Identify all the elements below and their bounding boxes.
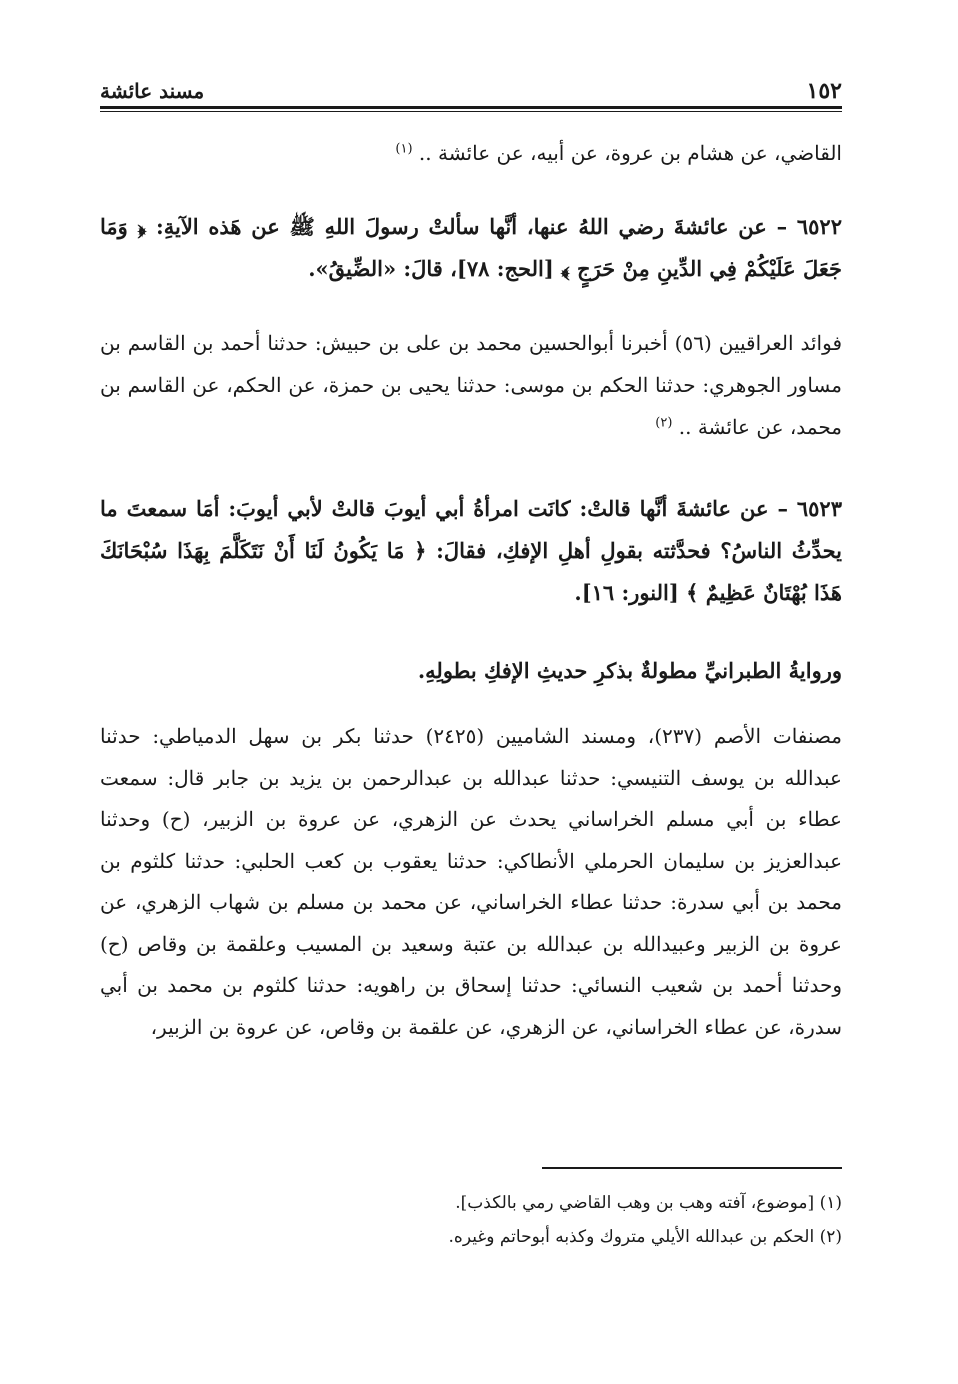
book-title: مسند عائشة [100,79,205,103]
tabarani-note: وروايةُ الطبرانيِّ مطولةٌ بذكرِ حديثِ الإفكِ بطولِهِ. [417,658,842,683]
header-rule-thick [100,106,842,109]
footnote-1: (١) [موضوع، آفته وهب بن وهب القاضي رمي بالكذب]. [455,1193,842,1213]
hadith-6523: ٦٥٢٣ – عن عائشةَ أنَّها قالتْ: كانَت امرأةُ أبي أيوبَ قالتْ لأبي أيوبَ: أمَا سمعتَ ما يحدِّثُ الناسُ؟ فحدَّثته بقولِ أهلِ الإفكِ، فقالَ: ﴿ مَا يَكُونُ لَنَا أَنْ نَتَكَلَّمَ بِهَذَا سُبْحَانَكَ هَذَا بُهْتَانٌ عَظِيمٌ ﴾ [النور: ١٦]. [100,496,842,605]
source-paragraph-2 [100,322,842,448]
hadith-6522: ٦٥٢٢ – عن عائشةَ رضي اللهُ عنها، أنَّها سألتْ رسولَ اللهِ ﷺ عن هَذه الآيةِ: ﴿ وَمَا جَعَلَ عَلَيْكُمْ فِي الدِّينِ مِنْ حَرَجٍ ﴾ [الحج: ٧٨]، قالَ: «الضِّيقُ». [100,214,842,281]
header-rule-thin [100,111,842,112]
page-header [100,74,842,108]
source-paragraph-1 [100,132,842,174]
footnote-ref-1: (١) [395,141,413,157]
source-text-2: فوائد العراقيين (٥٦) أخبرنا أبوالحسين محمد بن على بن حبيش: حدثنا أحمد بن القاسم بن مساور الجوهري: حدثنا الحكم بن موسى: حدثنا يحيى بن حمزة، عن الحكم، عن القاسم بن محمد، عن عائشة .. [100,331,842,439]
source-paragraph-3: مصنفات الأصم (٢٣٧)، ومسند الشاميين (٢٤٢٥) حدثنا بكر بن سهل الدمياطي: حدثنا عبدالله بن يوسف التنيسي: حدثنا عبدالله بن عبدالرحمن بن يزيد بن جابر قال: سمعت عطاء بن أبي مسلم الخراساني يحدث عن الزهري، عن عروة بن الزبير، (ح) وحدثنا عبدالعزيز بن سليمان الحرملي الأنطاكي: حدثنا يعقوب بن كعب الحلبي: حدثنا كلثوم بن محمد بن أبي سدرة: حدثنا عطاء الخراساني، عن محمد بن مسلم بن شهاب الزهري، عن عروة بن الزبير وعبيدالله بن عبدالله بن عتبة وسعيد بن المسيب وعلقمة بن وقاص (ح) وحدثنا أحمد بن شعيب النسائي: حدثنا إسحاق بن راهويه: حدثنا كلثوم بن محمد بن أبي سدرة، عن عطاء الخراساني، عن الزهري، عن علقمة بن وقاص، عن عروة بن الزبير، [100,724,842,1039]
footnote-2: (٢) الحكم بن عبدالله الأيلي متروك وكذبه أبوحاتم وغيره. [448,1227,842,1247]
footnote-separator [542,1167,842,1169]
footnote-ref-2: (٢) [655,415,673,431]
source-text-1: القاضي، عن هشام بن عروة، عن أبيه، عن عائشة .. [418,141,842,165]
page-number: ١٥٢ [806,78,842,104]
